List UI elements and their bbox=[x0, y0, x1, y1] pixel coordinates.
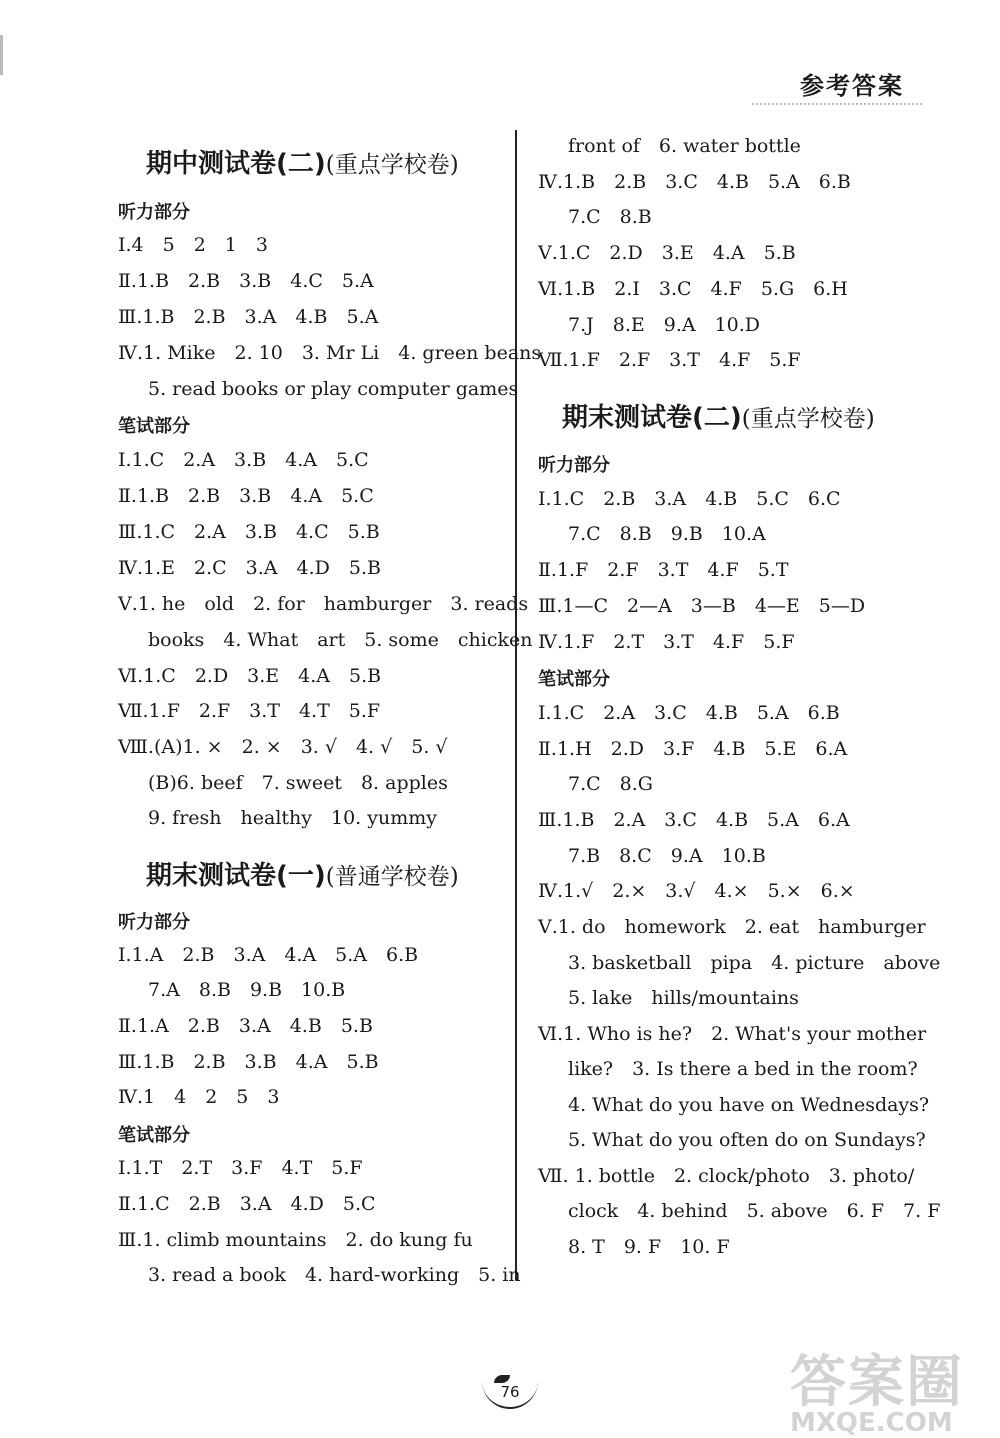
answer-line: Ⅶ.1.F 2.F 3.T 4.T 5.F bbox=[118, 700, 381, 722]
answer-line: Ⅴ.1. he old 2. for hamburger 3. reads bbox=[118, 593, 529, 615]
part-label-written: 笔试部分 bbox=[538, 669, 610, 690]
answer-line: 8. T 9. F 10. F bbox=[568, 1236, 730, 1258]
answer-line: Ⅰ.4 5 2 1 3 bbox=[118, 234, 268, 256]
answer-line: 3. basketball pipa 4. picture above bbox=[568, 952, 941, 974]
answer-line: Ⅵ.1.B 2.I 3.C 4.F 5.G 6.H bbox=[538, 278, 848, 300]
answer-line: Ⅲ.1—C 2—A 3—B 4—E 5—D bbox=[538, 595, 866, 617]
section-title-final-2: 期末测试卷(二)(重点学校卷) bbox=[562, 403, 875, 433]
answer-line: Ⅲ.1.B 2.B 3.A 4.B 5.A bbox=[118, 306, 379, 328]
answer-line: 9. fresh healthy 10. yummy bbox=[148, 807, 437, 829]
answer-line: 5. lake hills/mountains bbox=[568, 987, 799, 1009]
answer-line: Ⅰ.1.C 2.A 3.B 4.A 5.C bbox=[118, 449, 369, 471]
answer-line: Ⅴ.1.C 2.D 3.E 4.A 5.B bbox=[538, 242, 796, 264]
answer-line: Ⅲ.1. climb mountains 2. do kung fu bbox=[118, 1229, 473, 1251]
answer-line: like? 3. Is there a bed in the room? bbox=[568, 1058, 918, 1080]
answer-line: Ⅳ.1.√ 2.× 3.√ 4.× 5.× 6.× bbox=[538, 880, 855, 902]
answer-line: 3. read a book 4. hard-working 5. in bbox=[148, 1264, 521, 1286]
answer-line: 5. read books or play computer games bbox=[148, 378, 519, 400]
answer-line: 7.C 8.B 9.B 10.A bbox=[568, 523, 766, 545]
part-label-listening: 听力部分 bbox=[118, 202, 190, 223]
answer-line: Ⅶ. 1. bottle 2. clock/photo 3. photo/ bbox=[538, 1165, 915, 1187]
answer-line: Ⅲ.1.B 2.B 3.B 4.A 5.B bbox=[118, 1051, 379, 1073]
answer-line: 7.C 8.B bbox=[568, 206, 652, 228]
answer-line: Ⅵ.1. Who is he? 2. What's your mother bbox=[538, 1023, 927, 1045]
answer-line: Ⅷ.(A)1. × 2. × 3. √ 4. √ 5. √ bbox=[118, 736, 448, 758]
column-divider bbox=[515, 130, 517, 1280]
answer-line: Ⅳ.1 4 2 5 3 bbox=[118, 1086, 280, 1108]
part-label-listening: 听力部分 bbox=[538, 455, 610, 476]
answer-line: 5. What do you often do on Sundays? bbox=[568, 1129, 926, 1151]
answer-line: Ⅰ.1.A 2.B 3.A 4.A 5.A 6.B bbox=[118, 944, 419, 966]
section-title-final-1: 期末测试卷(一)(普通学校卷) bbox=[146, 861, 459, 891]
answer-line: Ⅱ.1.A 2.B 3.A 4.B 5.B bbox=[118, 1015, 373, 1037]
answer-line: books 4. What art 5. some chicken bbox=[148, 629, 533, 651]
answer-line: 7.B 8.C 9.A 10.B bbox=[568, 845, 766, 867]
part-label-written: 笔试部分 bbox=[118, 416, 190, 437]
answer-line: Ⅰ.1.T 2.T 3.F 4.T 5.F bbox=[118, 1157, 363, 1179]
answer-line: Ⅲ.1.B 2.A 3.C 4.B 5.A 6.A bbox=[538, 809, 850, 831]
answer-line: (B)6. beef 7. sweet 8. apples bbox=[148, 772, 448, 794]
answer-line: Ⅴ.1. do homework 2. eat hamburger bbox=[538, 916, 926, 938]
answer-line: 4. What do you have on Wednesdays? bbox=[568, 1094, 930, 1116]
answer-line: Ⅱ.1.B 2.B 3.B 4.C 5.A bbox=[118, 270, 374, 292]
watermark-domain: MXQE.COM bbox=[790, 1408, 953, 1438]
answer-line: Ⅳ.1.E 2.C 3.A 4.D 5.B bbox=[118, 557, 381, 579]
page-footer bbox=[480, 1383, 540, 1413]
answer-line: Ⅰ.1.C 2.B 3.A 4.B 5.C 6.C bbox=[538, 488, 841, 510]
answer-line: Ⅲ.1.C 2.A 3.B 4.C 5.B bbox=[118, 521, 380, 543]
answer-line: Ⅱ.1.H 2.D 3.F 4.B 5.E 6.A bbox=[538, 738, 848, 760]
answer-line: 7.J 8.E 9.A 10.D bbox=[568, 314, 761, 336]
answer-line: 7.A 8.B 9.B 10.B bbox=[148, 979, 346, 1001]
answer-line: Ⅳ.1.F 2.T 3.T 4.F 5.F bbox=[538, 631, 795, 653]
header-dotted-rule bbox=[752, 103, 922, 105]
page-number: 76 bbox=[500, 1383, 520, 1401]
part-label-written: 笔试部分 bbox=[118, 1125, 190, 1146]
answer-line: front of 6. water bottle bbox=[568, 135, 801, 157]
answer-line: Ⅱ.1.B 2.B 3.B 4.A 5.C bbox=[118, 485, 374, 507]
watermark-logo: 答案圈 bbox=[790, 1350, 964, 1415]
part-label-listening: 听力部分 bbox=[118, 912, 190, 933]
answer-line: clock 4. behind 5. above 6. F 7. F bbox=[568, 1200, 941, 1222]
page-header-title: 参考答案 bbox=[800, 72, 904, 100]
answer-line: Ⅵ.1.C 2.D 3.E 4.A 5.B bbox=[118, 665, 382, 687]
answer-line: Ⅱ.1.C 2.B 3.A 4.D 5.C bbox=[118, 1193, 376, 1215]
answer-line: Ⅰ.1.C 2.A 3.C 4.B 5.A 6.B bbox=[538, 702, 840, 724]
watermark bbox=[790, 1338, 964, 1438]
page-edge-mark bbox=[0, 35, 3, 75]
answer-line: Ⅳ.1. Mike 2. 10 3. Mr Li 4. green beans bbox=[118, 342, 542, 364]
answer-line: Ⅶ.1.F 2.F 3.T 4.F 5.F bbox=[538, 349, 801, 371]
answer-line: 7.C 8.G bbox=[568, 773, 653, 795]
section-title-midterm-2: 期中测试卷(二)(重点学校卷) bbox=[146, 149, 459, 179]
answer-line: Ⅳ.1.B 2.B 3.C 4.B 5.A 6.B bbox=[538, 171, 851, 193]
answer-line: Ⅱ.1.F 2.F 3.T 4.F 5.T bbox=[538, 559, 789, 581]
